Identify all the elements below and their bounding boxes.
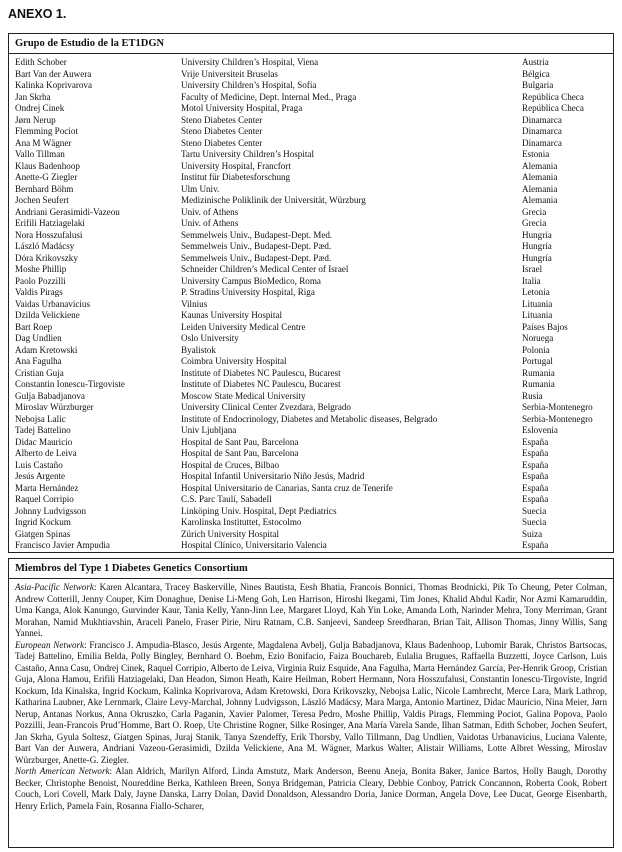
member-country: Grecia (522, 218, 547, 228)
member-name: Erifili Hatziagelaki (15, 218, 85, 228)
member-row (15, 115, 612, 127)
member-name: Dzilda Velickiene (15, 310, 80, 320)
member-institution: Steno Diabetes Center (181, 137, 263, 148)
member-row (15, 356, 612, 368)
member-row (15, 414, 612, 426)
member-name: Cristian Guja (15, 367, 64, 378)
member-name: Ingrid Kockum (15, 517, 71, 527)
member-country: Eslovenia (522, 425, 558, 435)
member-country: Alemania (522, 172, 558, 182)
member-name: Ondrej Cinek (15, 103, 65, 113)
member-name: Anette-G Ziegler (15, 172, 78, 182)
member-name: Klaus Badenhoop (15, 160, 80, 171)
member-institution: Institute of Diabetes NC Paulescu, Bucarest (181, 379, 341, 389)
member-institution: Kaunas University Hospital (181, 310, 283, 320)
member-name: Johnny Ludvigsson (15, 505, 86, 516)
member-institution: Moscow State Medical University (181, 390, 306, 401)
study-group-table (15, 57, 612, 552)
member-name: László Madácsy (15, 241, 75, 251)
member-country: República Checa (522, 91, 584, 102)
member-row (15, 506, 612, 518)
network-paragraph (15, 582, 607, 640)
member-name: Jochen Seufert (15, 195, 69, 205)
member-row (15, 437, 612, 449)
member-country: Israel (522, 264, 543, 274)
member-country: Alemania (522, 160, 558, 171)
member-name: Jesús Argente (15, 471, 66, 481)
member-row (15, 299, 612, 311)
member-country: Serbia-Montenegro (522, 413, 593, 424)
member-country: Portugal (522, 356, 553, 366)
member-institution: Faculty of Medicine, Dept. Internal Med., Praga (181, 91, 357, 102)
member-country: Lituania (522, 298, 553, 309)
network-name: North American Network (15, 766, 110, 776)
member-institution: Leiden University Medical Centre (181, 321, 306, 332)
member-name: Dag Undlien (15, 333, 62, 343)
member-institution: University Children’s Hospital, Sofía (181, 80, 317, 90)
member-institution: Karolinska Instituttet, Estocolmo (181, 517, 302, 527)
member-institution: Oslo University (181, 333, 239, 343)
member-row (15, 149, 612, 161)
member-name: Moshe Phillip (15, 264, 67, 274)
member-country: Hungría (522, 241, 552, 251)
member-country: Lituania (522, 310, 553, 320)
member-institution: Tartu University Children’s Hospital (181, 149, 314, 159)
member-country: España (522, 482, 549, 493)
member-institution: Steno Diabetes Center (181, 126, 263, 136)
member-row (15, 460, 612, 472)
member-country: Dinamarca (522, 137, 562, 148)
member-name: Tadej Battelino (15, 425, 71, 435)
network-paragraph (15, 766, 607, 812)
member-institution: P. Stradins University Hospital, Riga (181, 287, 315, 297)
study-group-box (8, 33, 614, 553)
member-institution: Institute of Diabetes NC Paulescu, Bucarest (181, 367, 341, 378)
member-name: Giatgen Spinas (15, 528, 71, 539)
member-institution: University Hospital, Francfort (181, 160, 291, 171)
member-institution: Zürich University Hospital (181, 528, 279, 539)
member-row (15, 241, 612, 253)
member-row (15, 448, 612, 460)
study-group-title: Grupo de Estudio de la ET1DGN (9, 34, 613, 54)
member-institution: Semmelweis Univ., Budapest-Dept. Med. (181, 229, 333, 240)
network-colon: : (93, 582, 100, 592)
member-country: Hungría (522, 252, 552, 263)
member-name: Ana Fagulha (15, 356, 62, 366)
member-row (15, 391, 612, 403)
member-country: España (522, 494, 549, 504)
network-members: Francisco J. Ampudia-Blasco, Jesús Argente, Magdalena Avbelj, Gulja Babadjanova, Klaus Badenhoop, Lubomir Barak, Christos Bartsocas, Tadej Battelino, Emilia Belda, Polly Bingley, Bernhard O. Boehm, Ezio Bonifacio, Faiza Bouchareb, Eulalia Brugues, Raffaella Buzzetti, Joyce Carlson, Luis Castaño, Anna Casu, Ondrej Cinek, Raquel Corripio, Alberto de Leiva, Virginia Ruiz Esquide, Ana Fagulha, Marta Hernández García, Per-Henrik Groop, Cristian Guja, Alona Hamou, Erifili Hatziagelaki, Dan Headon, Simon Heath, Kaire Heilman, Robert Hermann, Nora Hosszufalusi, Constantin Ionescu-Tirgoviste, Ingrid Kockum, Ida Kinalska, Ingrid Kockum, Kalinka Koprivarova, Adam Kretowski, Dora Krikovszky, Nebojsa Lalic, Nicole Lambrecht, Merce Lara, Mark Lathrop, Katharina Laubner, Ake Lernmark, Claire Levy-Marchal, Johnny Ludvigsson, László Madácsy, Mara Marga, Antonio Martinez, Didac Mauricio, Nina Meier, Jørn Nerup, Antanas Norkus, Anna Okruszko, Carla Paganin, Xavier Palomer, Teresa Pedro, Moshe Phillip, Valdis Pirags, Flemming Pociot, Galina Popova, Paolo Pozzilli, Jean-Francois Prud’Homme, Bart O. Roep, Ute Christine Rogner, Silke Rosinger, Ana María Varela Sande, Ilhan Satman, Edith Schober, Jochen Seufert, Jan Skrha, Gyula Soltesz, Giatgen Spinas, Juraj Stanik, Tanya Szendeffy, Erik Thorsby, Vallo Tillmann, Dag Undlien, Vaidotas Urbanavicius, Luciana Valente, Bart Van der Auwera, Andriani Vazeou-Gerasimidi, Dzilda Velickiene, Ana M. Wägner, Markus Walter, Alistair Williams, Lotte Albret Wessing, Miroslav Würzburger, Anette-G. Ziegler. (15, 639, 607, 765)
member-country: España (522, 471, 549, 481)
member-name: Bernhard Böhm (15, 183, 74, 194)
member-institution: Byalistok (181, 344, 216, 355)
member-name: Ana M Wägner (15, 137, 72, 148)
member-country: Letonia (522, 287, 550, 297)
member-name: Adam Kretowski (15, 344, 78, 355)
member-row (15, 517, 612, 529)
member-row (15, 92, 612, 104)
member-name: Gulja Babadjanova (15, 390, 85, 401)
member-row (15, 529, 612, 541)
member-country: Italia (522, 275, 541, 286)
member-institution: Univ. of Athens (181, 206, 239, 217)
member-institution: Institut für Diabetesforschung (181, 172, 291, 182)
network-colon: : (84, 639, 90, 650)
member-row (15, 264, 612, 276)
member-country: Grecia (522, 206, 547, 217)
member-row (15, 471, 612, 483)
member-country: España (522, 459, 549, 470)
member-row (15, 253, 612, 265)
member-row (15, 494, 612, 506)
member-country: Rumania (522, 379, 555, 389)
member-row (15, 345, 612, 357)
member-institution: Motol University Hospital, Praga (181, 103, 303, 113)
member-country: Rumania (522, 367, 555, 378)
network-name: European Network (15, 639, 85, 650)
member-name: Kalinka Koprivarova (15, 80, 93, 90)
member-country: Noruega (522, 333, 554, 343)
member-name: Bart Roep (15, 321, 53, 332)
network-name: Asia-Pacific Network (15, 582, 94, 592)
member-institution: Hospital Infantil Universitario Niño Jesús, Madrid (181, 471, 365, 481)
member-row (15, 80, 612, 92)
member-row (15, 69, 612, 81)
member-institution: Steno Diabetes Center (181, 114, 263, 125)
member-name: Constantin Ionescu-Tirgoviste (15, 379, 125, 389)
member-name: Vaidas Urbanavicius (15, 298, 91, 309)
member-country: España (522, 540, 549, 550)
member-row (15, 483, 612, 495)
member-country: España (522, 436, 549, 447)
member-name: Bart Van der Auwera (15, 68, 92, 79)
member-institution: University Campus BioMedico, Roma (181, 275, 321, 286)
member-country: Suecia (522, 517, 547, 527)
member-row (15, 333, 612, 345)
member-institution: C.S. Parc Taulí, Sabadell (181, 494, 272, 504)
member-name: Paolo Pozzilli (15, 275, 66, 286)
consortium-box (8, 558, 614, 848)
member-institution: Semmelweis Univ., Budapest-Dept. Pæd. (181, 241, 332, 251)
member-country: Alemania (522, 183, 558, 194)
member-name: Didac Mauricio (15, 436, 73, 447)
member-row (15, 218, 612, 230)
member-row (15, 207, 612, 219)
member-institution: Hospital Universitario de Canarias, Santa cruz de Tenerife (181, 482, 393, 493)
network-colon: : (109, 766, 116, 776)
member-institution: Univ Ljubljana (181, 425, 237, 435)
member-row (15, 276, 612, 288)
member-country: Alemania (522, 195, 558, 205)
member-institution: University Clinical Center Zvezdara, Belgrado (181, 402, 351, 412)
member-row (15, 57, 612, 69)
member-country: España (522, 448, 549, 458)
network-members: Karen Alcantara, Tracey Baskerville, Nines Bautista, Eesh Bhatia, Francois Bonnici, Thomas Brodnicki, Pik To Cheung, Peter Colman, Andrew Cotterill, Jenny Couper, Kim Donaghue, Denise Li-Meng Goh, Len Harrison, Hiroshi Ikegami, Tim Jones, Khalid Abdul Kadir, Nor Azmi Kamaruddin, Uma Kanga, Alok Kanungo, Gurvinder Kaur, Tania Kelly, Yann-Jinn Lee, Margaret Lloyd, Kah Yin Loke, Amanda Loth, Narinder Mehra, Tony Merriman, Grant Morahan, Namid Mukhtiavshin, Araceli Panelo, Fraser Pirie, Niru Ratnam, C.B. Sanjeevi, Sandeep Sreedharan, Brian Tait, Allison Thomas, Jinny Willis, Sang Yannei. (15, 582, 607, 638)
member-name: Dóra Krikovszky (15, 252, 78, 263)
member-institution: Vilnius (181, 298, 208, 309)
member-country: Suiza (522, 528, 543, 539)
member-country: Estonia (522, 149, 550, 159)
member-institution: Medizinische Poliklinik der Universität, Würzburg (181, 195, 366, 205)
member-row (15, 126, 612, 138)
member-row (15, 138, 612, 150)
member-institution: Hospital de Cruces, Bilbao (181, 459, 279, 470)
member-name: Marta Hernández (15, 482, 79, 493)
member-institution: Semmelweis Univ., Budapest-Dept. Pæd. (181, 252, 332, 263)
consortium-title: Miembros del Type 1 Diabetes Genetics Consortium (9, 559, 613, 579)
member-institution: Institute of Endocrinology, Diabetes and Metabolic diseases, Belgrado (181, 413, 438, 424)
member-name: Jan Skrha (15, 91, 51, 102)
member-country: República Checa (522, 103, 584, 113)
member-row (15, 402, 612, 414)
member-name: Miroslav Würzburger (15, 402, 94, 412)
member-row (15, 425, 612, 437)
member-name: Andriani Gerasimidi-Vazeou (15, 206, 120, 217)
member-institution: Vrije Universiteit Bruselas (181, 68, 278, 79)
member-row (15, 103, 612, 115)
member-country: Polonia (522, 344, 550, 355)
member-row (15, 287, 612, 299)
member-name: Jørn Nerup (15, 114, 56, 125)
member-institution: Hospital de Sant Pau, Barcelona (181, 448, 299, 458)
member-name: Vallo Tillman (15, 149, 65, 159)
member-country: Suecia (522, 505, 547, 516)
member-name: Nebojsa Lalic (15, 413, 66, 424)
member-name: Valdis Pirags (15, 287, 63, 297)
member-country: Dinamarca (522, 126, 562, 136)
member-row (15, 184, 612, 196)
member-country: Austria (522, 57, 549, 67)
member-institution: Ulm Univ. (181, 183, 220, 194)
member-name: Flemming Pociot (15, 126, 78, 136)
member-row (15, 230, 612, 242)
member-row (15, 172, 612, 184)
annex-heading: ANEXO 1. (8, 7, 67, 21)
member-institution: Coimbra University Hospital (181, 356, 287, 366)
member-country: Serbia-Montenegro (522, 402, 593, 412)
member-row (15, 379, 612, 391)
member-row (15, 540, 612, 552)
member-row (15, 322, 612, 334)
member-country: Hungría (522, 229, 552, 240)
member-institution: Linköping Univ. Hospital, Dept Pædiatrics (181, 505, 337, 516)
member-country: Bélgica (522, 68, 550, 79)
consortium-text (9, 579, 613, 812)
member-row (15, 368, 612, 380)
member-country: Rusia (522, 390, 543, 401)
member-institution: Hospital Clínico, Universitario Valencia (181, 540, 327, 550)
member-row (15, 161, 612, 173)
member-country: Países Bajos (522, 321, 568, 332)
member-institution: University Children’s Hospital, Viena (181, 57, 319, 67)
member-row (15, 195, 612, 207)
member-row (15, 310, 612, 322)
member-name: Edith Schober (15, 57, 67, 67)
member-country: Dinamarca (522, 114, 562, 125)
member-institution: Schneider Children’s Medical Center of Israel (181, 264, 349, 274)
member-country: Bulgaria (522, 80, 554, 90)
network-members: Alan Aldrich, Marilyn Alford, Linda Amstutz, Mark Anderson, Beenu Aneja, Bonita Baker, Janice Bartos, Holly Baugh, Dorothy Becker, Christophe Benoist, Noureddine Berka, Kathleen Breen, Sonya Bridgeman, Patricia Cleary, Debbie Conboy, Patrick Concannon, Roberta Cook, Robert Couch, Lori Covell, Mark Daly, Jayne Danska, Larry Dolan, David Donaldson, Alessandro Doria, Janice Dorman, Angela Dove, Lee Ducat, George Eisenbarth, Henry Erlich, Pamela Fain, Rosanna Fiallo-Scharer, (15, 766, 607, 811)
member-name: Francisco Javier Ampudia (15, 540, 110, 550)
member-name: Alberto de Leiva (15, 448, 77, 458)
network-paragraph (15, 640, 607, 767)
member-institution: Hospital de Sant Pau, Barcelona (181, 436, 299, 447)
member-name: Luis Castaño (15, 459, 63, 470)
member-name: Raquel Corripio (15, 494, 74, 504)
member-name: Nora Hosszufalusi (15, 229, 83, 240)
member-institution: Univ. of Athens (181, 218, 239, 228)
